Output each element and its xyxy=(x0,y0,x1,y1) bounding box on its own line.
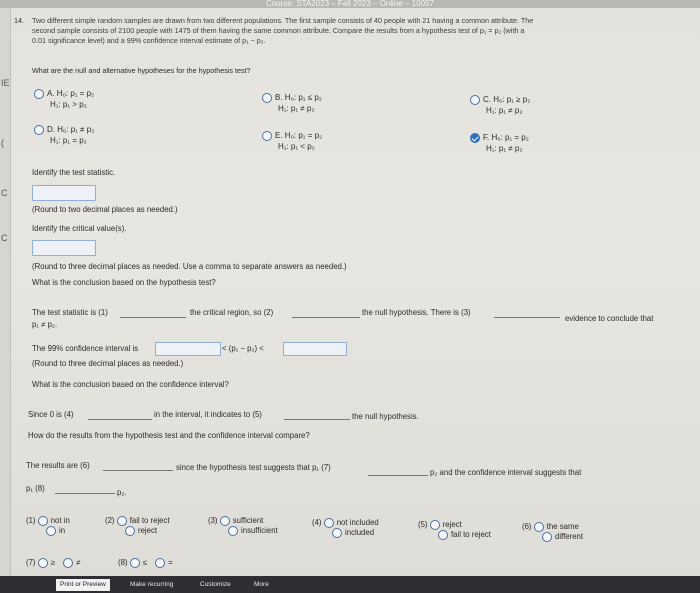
option-f[interactable] xyxy=(470,132,529,154)
choice-8a-label: ≤ xyxy=(142,558,147,568)
option-e[interactable] xyxy=(262,130,322,152)
ci-upper-input[interactable] xyxy=(283,342,347,356)
ci-conclusion-3: the null hypothesis. xyxy=(352,412,419,421)
option-f-h0: H₀: p₁ = p₂ xyxy=(491,133,529,142)
choice-2b-radio[interactable] xyxy=(125,526,135,536)
print-preview-button[interactable]: Print or Preview xyxy=(56,579,110,591)
blank-5-dropdown[interactable] xyxy=(284,410,350,420)
choice-8b-label: = xyxy=(168,558,173,568)
conclusion-sentence-1: The test statistic is (1) xyxy=(32,308,108,317)
question-number: 14. xyxy=(14,16,24,25)
option-b-h0: H₀: p₁ ≤ p₂ xyxy=(284,93,322,102)
choice-7a-label: ≥ xyxy=(50,558,55,568)
option-b[interactable] xyxy=(262,92,322,114)
choice-6a-radio[interactable] xyxy=(534,522,544,532)
conclusion-sentence-5: p₁ ≠ p₂. xyxy=(32,320,58,329)
choice-4-num: (4) xyxy=(312,518,322,528)
option-d-label: D. xyxy=(47,125,55,134)
choice-6-num: (6) xyxy=(522,522,532,532)
ci-note: (Round to three decimal places as needed.) xyxy=(32,359,184,368)
option-a-label: A. xyxy=(47,89,55,98)
choice-3b-label: insufficient xyxy=(241,526,278,536)
option-e-h1: H₁: p₁ < p₂ xyxy=(278,142,315,151)
option-d-h0: H₀: p₁ ≠ p₂ xyxy=(57,125,95,134)
choice-3b-radio[interactable] xyxy=(228,526,238,536)
choice-2-num: (2) xyxy=(105,516,115,526)
option-a[interactable] xyxy=(34,88,94,110)
option-c[interactable] xyxy=(470,94,530,116)
option-b-radio[interactable] xyxy=(262,93,272,103)
choice-2b-label: reject xyxy=(138,526,158,536)
blank-7-dropdown[interactable] xyxy=(368,466,428,476)
choice-6b-radio[interactable] xyxy=(542,532,552,542)
ci-lower-input[interactable] xyxy=(155,342,221,356)
critical-value-input[interactable] xyxy=(32,240,96,256)
question-text-line-2: second sample consists of 2100 people with 1475 of them having the same common attribute. Compare the results from a hypothesis test of p₁ = p₂ (with a xyxy=(32,26,525,35)
choice-8 xyxy=(118,558,173,568)
test-statistic-label: Identify the test statistic. xyxy=(32,168,116,177)
critical-value-label: Identify the critical value(s). xyxy=(32,224,127,233)
ci-label: The 99% confidence interval is xyxy=(32,344,139,353)
choice-7a-radio[interactable] xyxy=(38,558,48,568)
choice-7-num: (7) xyxy=(26,558,36,568)
choice-1 xyxy=(26,516,70,536)
option-f-h1: H₁: p₁ ≠ p₂ xyxy=(486,144,523,153)
conclusion-sentence-2: the critical region, so (2) xyxy=(190,308,274,317)
blank-1-dropdown[interactable] xyxy=(120,308,186,318)
choice-6 xyxy=(522,522,583,542)
choice-7 xyxy=(26,558,80,568)
choice-3a-radio[interactable] xyxy=(220,516,230,526)
blank-6-dropdown[interactable] xyxy=(103,461,173,471)
option-e-label: E. xyxy=(275,131,283,140)
option-f-label: F. xyxy=(483,133,490,142)
question-text-line-1: Two different simple random samples are drawn from two different populations. The first sample consists of 40 people with 21 having a common attribute. The xyxy=(32,16,534,25)
choice-2 xyxy=(105,516,170,536)
hypotheses-prompt: What are the null and alternative hypotheses for the hypothesis test? xyxy=(32,66,251,75)
option-a-h1: H₁: p₁ > p₂ xyxy=(50,100,87,109)
blank-8-dropdown[interactable] xyxy=(55,484,115,494)
choice-4a-label: not included xyxy=(336,518,379,528)
option-a-radio[interactable] xyxy=(34,89,44,99)
edge-mark: C xyxy=(1,188,8,198)
choice-5b-radio[interactable] xyxy=(438,530,448,540)
choice-1b-label: in xyxy=(59,526,66,536)
option-c-label: C. xyxy=(483,95,491,104)
question-text-line-3: 0.01 significance level) and a 99% confidence interval estimate of p₁ − p₂. xyxy=(32,36,266,45)
choice-5a-radio[interactable] xyxy=(430,520,440,530)
choice-1a-label: not in xyxy=(50,516,70,526)
choice-1b-radio[interactable] xyxy=(46,526,56,536)
option-c-h0: H₀: p₁ ≥ p₂ xyxy=(493,95,531,104)
more-button[interactable]: More xyxy=(254,581,269,588)
compare-prompt: How do the results from the hypothesis test and the confidence interval compare? xyxy=(28,431,310,440)
choice-4 xyxy=(312,518,379,538)
option-c-radio[interactable] xyxy=(470,95,480,105)
ci-conclusion-prompt: What is the conclusion based on the confidence interval? xyxy=(32,380,229,389)
choice-7b-radio[interactable] xyxy=(63,558,73,568)
choice-5-num: (5) xyxy=(418,520,428,530)
choice-7b-label: ≠ xyxy=(76,558,81,568)
course-header-strip: Course: STA2023 – Fall 2023 – Online – 10057 xyxy=(0,0,700,8)
conclusion-test-prompt: What is the conclusion based on the hypothesis test? xyxy=(32,278,216,287)
ci-conclusion-1: Since 0 is (4) xyxy=(28,410,74,419)
choice-3-num: (3) xyxy=(208,516,218,526)
option-d-radio[interactable] xyxy=(34,125,44,135)
left-window-edge xyxy=(0,8,11,593)
ci-middle-text: < (p₁ − p₂) < xyxy=(222,344,264,353)
choice-1a-radio[interactable] xyxy=(38,516,48,526)
choice-2a-radio[interactable] xyxy=(117,516,127,526)
conclusion-sentence-3: the null hypothesis. There is (3) xyxy=(362,308,471,317)
ci-conclusion-2: in the interval, it indicates to (5) xyxy=(154,410,262,419)
choice-5b-label: fail to reject xyxy=(451,530,491,540)
choice-2a-label: fail to reject xyxy=(129,516,170,526)
customize-button[interactable]: Customize xyxy=(200,581,231,588)
edge-mark: IE xyxy=(1,78,10,88)
blank-3-dropdown[interactable] xyxy=(494,308,560,318)
choice-6b-label: different xyxy=(555,532,584,542)
choice-8-num: (8) xyxy=(118,558,128,568)
choice-8b-radio[interactable] xyxy=(155,558,165,568)
option-b-label: B. xyxy=(275,93,283,102)
compare-sentence-2: since the hypothesis test suggests that p₁ (7) xyxy=(176,463,331,472)
option-b-h1: H₁: p₁ ≠ p₂ xyxy=(278,104,315,113)
option-e-radio[interactable] xyxy=(262,131,272,141)
choice-6a-label: the same xyxy=(546,522,579,532)
option-a-h0: H₀: p₁ = p₂ xyxy=(56,89,95,98)
compare-sentence-1: The results are (6) xyxy=(26,461,90,470)
choice-5a-label: reject xyxy=(442,520,462,530)
critical-value-note: (Round to three decimal places as needed. Use a comma to separate answers as needed.) xyxy=(32,262,347,271)
choice-5 xyxy=(418,520,491,540)
test-statistic-input[interactable] xyxy=(32,185,96,201)
choice-4a-radio[interactable] xyxy=(324,518,334,528)
choice-4b-label: included xyxy=(345,528,375,538)
option-d[interactable] xyxy=(34,124,94,146)
option-e-h0: H₀: p₁ = p₂ xyxy=(284,131,323,140)
choice-4b-radio[interactable] xyxy=(332,528,342,538)
compare-p1-8: p₁ (8) xyxy=(26,484,45,493)
compare-sentence-3: p₂ and the confidence interval suggests that xyxy=(430,468,582,477)
conclusion-sentence-4: evidence to conclude that xyxy=(565,314,654,323)
edge-mark: C xyxy=(1,233,8,243)
choice-3 xyxy=(208,516,278,536)
option-d-h1: H₁: p₁ = p₂ xyxy=(50,136,87,145)
blank-2-dropdown[interactable] xyxy=(292,308,360,318)
option-f-radio-selected[interactable] xyxy=(470,133,480,143)
blank-4-dropdown[interactable] xyxy=(88,410,152,420)
test-statistic-note: (Round to two decimal places as needed.) xyxy=(32,205,178,214)
compare-p2: p₂. xyxy=(117,488,127,497)
choice-8a-radio[interactable] xyxy=(130,558,140,568)
option-c-h1: H₁: p₁ ≠ p₂ xyxy=(486,106,523,115)
make-recurring-button[interactable]: Make recurring xyxy=(130,581,174,588)
choice-3a-label: sufficient xyxy=(232,516,264,526)
choice-1-num: (1) xyxy=(26,516,36,526)
edge-mark: ( xyxy=(1,138,4,148)
